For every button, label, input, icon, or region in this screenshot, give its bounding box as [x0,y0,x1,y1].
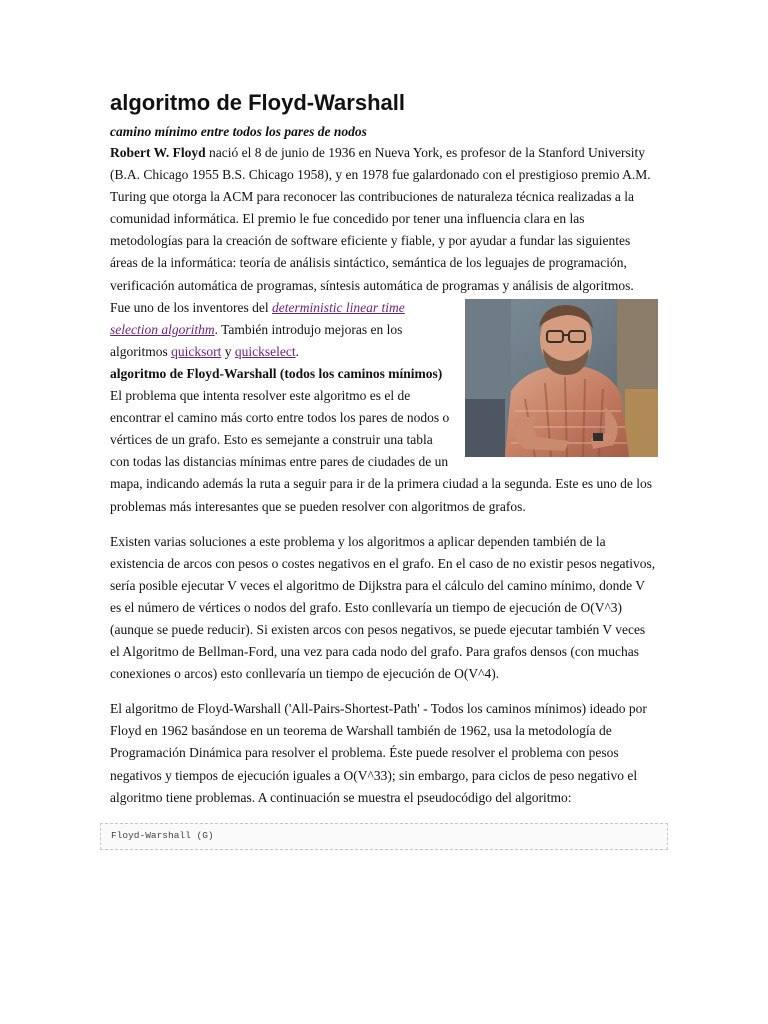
intro-text: nació el 8 de junio de 1936 en Nueva York, es profesor de la Stanford University (B.A. Chicago 1955 B.S. Chicago 1958), y en 1978 fue galardonado con el prestigioso premio A.M. Turing que otorga la ACM para reconocer las contribuciones de naturaleza técnica realizadas a la comunidad informática. El premio le fue concedido por tener una influencia clara en las metodologías para la creación de software eficiente y fiable, y por ayudar a fundar las siguientes áreas de la informática: teoría de análisis sintáctico, semántica de los leguajes de programación, verificación automática de programas, síntesis automática de programas y análisis de algoritmos. [110,145,651,293]
pseudocode-block [100,823,668,850]
inventor-end: . [295,343,299,359]
paragraph-1: El problema que intenta resolver este algoritmo es el de encontrar el camino más corto entre todos los pares de nodos o vértices de un grafo. Esto es semejante a construir una tabla con todas las distancias mínimas entre pares de ciudades de un mapa, indicando además la ruta a seguir para ir de la primera ciudad a la segunda. Este es uno de los problemas más interesantes que se pueden resolver con algoritmos de grafos. [110,388,653,514]
paragraph-3: El algoritmo de Floyd-Warshall ('All-Pairs-Shortest-Path' - Todos los caminos mínimos) ideado por Floyd en 1962 basándose en un teorema de Warshall también de 1962, usa la metodología de Programación Dinámica para resolver el problema. Éste puede resolver el problema con pesos negativos y tiempos de ejecución iguales a O(V^33); sin embargo, para ciclos de peso negativo el algoritmo tiene problemas. A continuación se muestra el pseudocódigo del algoritmo: [110,701,647,805]
intro-paragraph [110,142,658,297]
quickselect-link[interactable]: quickselect [234,343,296,359]
deterministic-selection-link[interactable]: deterministic linear time selection algorithm [110,299,405,337]
page-title: algoritmo de Floyd-Warshall [110,90,405,115]
paragraph-2: Existen varias soluciones a este problema y los algoritmos a aplicar dependen también de la existencia de arcos con pesos o costes negativos en el grafo. En el caso de no existir pesos negativos, sería posible ejecutar V veces el algoritmo de Dijkstra para el cálculo del camino mínimo, donde V es el número de vértices o nodos del grafo. Esto conllevaría un tiempo de ejecución de O(V^3) (aunque se puede reducir). Si existen arcos con pesos negativos, se puede ejecutar también V veces el Algoritmo de Bellman-Ford, una vez para cada nodo del grafo. Para grafos densos (con muchas conexiones o arcos) esto conllevaría un tiempo de ejecución de O(V^4). [110,533,656,682]
inventor-middle: . También introdujo mejoras en los algoritmos [110,321,403,359]
inventor-and: y [221,343,235,359]
pseudocode-line: Floyd-Warshall (G) [111,829,214,841]
author-name: Robert W. Floyd [110,145,206,160]
page-subtitle: camino mínimo entre todos los pares de nodos [110,124,367,139]
portrait-image [465,299,658,457]
quicksort-link[interactable]: quicksort [171,343,222,359]
document-page [110,88,658,850]
robert-floyd-photo [465,299,658,457]
section-heading: algoritmo de Floyd-Warshall (todos los caminos mínimos) [110,365,443,381]
inventor-prefix: Fue uno de los inventores del [110,299,272,315]
